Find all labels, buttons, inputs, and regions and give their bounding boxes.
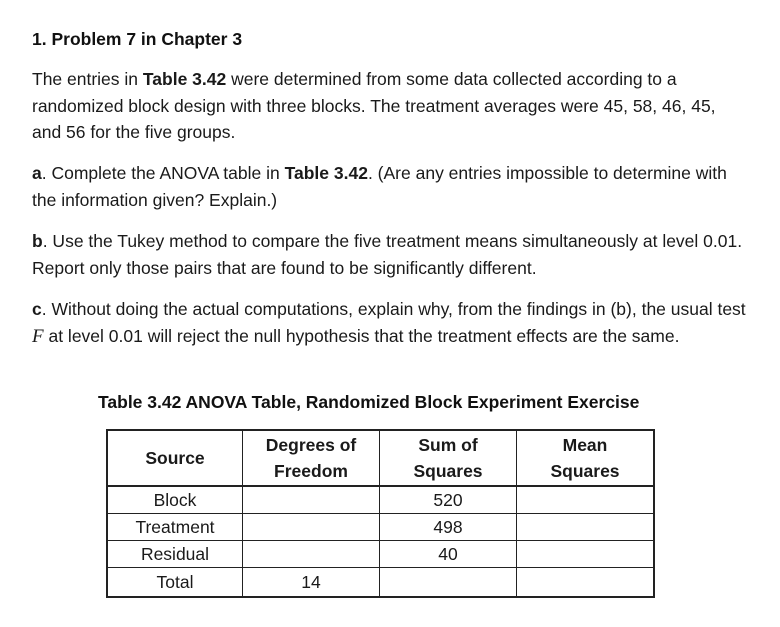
- cell-ms: [517, 486, 654, 514]
- cell-df: 14: [243, 568, 380, 597]
- cell-df: [243, 514, 380, 541]
- cell-df: [243, 541, 380, 568]
- cell-ss: [380, 568, 517, 597]
- intro-text-post: were determined from some data collected according to a randomized block design with three blocks. The treatment averages were 45, 58, 46, 45, and 56 for the five groups.: [32, 69, 716, 142]
- cell-ss: 520: [380, 486, 517, 514]
- problem-heading: 1. Problem 7 in Chapter 3: [32, 29, 243, 49]
- cell-ms: [517, 568, 654, 597]
- intro-text-pre: The entries in: [32, 69, 143, 89]
- part-c-letter: c: [32, 299, 42, 319]
- table-row-total: [108, 568, 654, 597]
- cell-ms: [517, 541, 654, 568]
- f-symbol: F: [32, 325, 44, 347]
- intro-table-ref: Table 3.42: [142, 69, 227, 89]
- part-a-letter: a: [32, 163, 42, 183]
- table-row: [108, 514, 654, 541]
- part-c-text-pre: . Without doing the actual computations, explain why, from the findings in (b), the usual test: [41, 299, 746, 319]
- table-header-row: [108, 431, 654, 487]
- cell-source: Residual: [108, 541, 243, 568]
- part-b-paragraph: [32, 228, 748, 281]
- cell-df: [243, 486, 380, 514]
- cell-ss: 498: [380, 514, 517, 541]
- part-a-paragraph: [32, 160, 748, 213]
- part-a-table-ref: Table 3.42: [284, 163, 368, 183]
- part-b-letter: b: [32, 231, 43, 251]
- header-mean-squares: Mean Squares: [517, 431, 654, 487]
- intro-paragraph: [32, 66, 748, 146]
- table-caption: Table 3.42 ANOVA Table, Randomized Block Experiment Exercise: [98, 392, 640, 412]
- cell-source: Block: [108, 486, 243, 514]
- cell-source: Total: [108, 568, 243, 597]
- part-a-text-pre: . Complete the ANOVA table in: [41, 163, 285, 183]
- header-degrees-of-freedom: Degrees of Freedom: [243, 431, 380, 487]
- cell-source: Treatment: [108, 514, 243, 541]
- part-b-text: . Use the Tukey method to compare the five treatment means simultaneously at level 0.01. Report only those pairs that are found to be significantly different.: [32, 231, 743, 278]
- part-c-text-post: at level 0.01 will reject the null hypothesis that the treatment effects are the same.: [43, 325, 680, 346]
- part-a-text-post: . (Are any entries impossible to determine with the information given? Explain.): [32, 163, 727, 210]
- part-c-paragraph: [32, 296, 748, 350]
- header-sum-of-squares: Sum of Squares: [380, 431, 517, 487]
- table-row: [108, 541, 654, 568]
- cell-ss: 40: [380, 541, 517, 568]
- anova-table: [107, 430, 654, 597]
- cell-ms: [517, 514, 654, 541]
- table-row: [108, 486, 654, 514]
- header-source: Source: [108, 431, 243, 487]
